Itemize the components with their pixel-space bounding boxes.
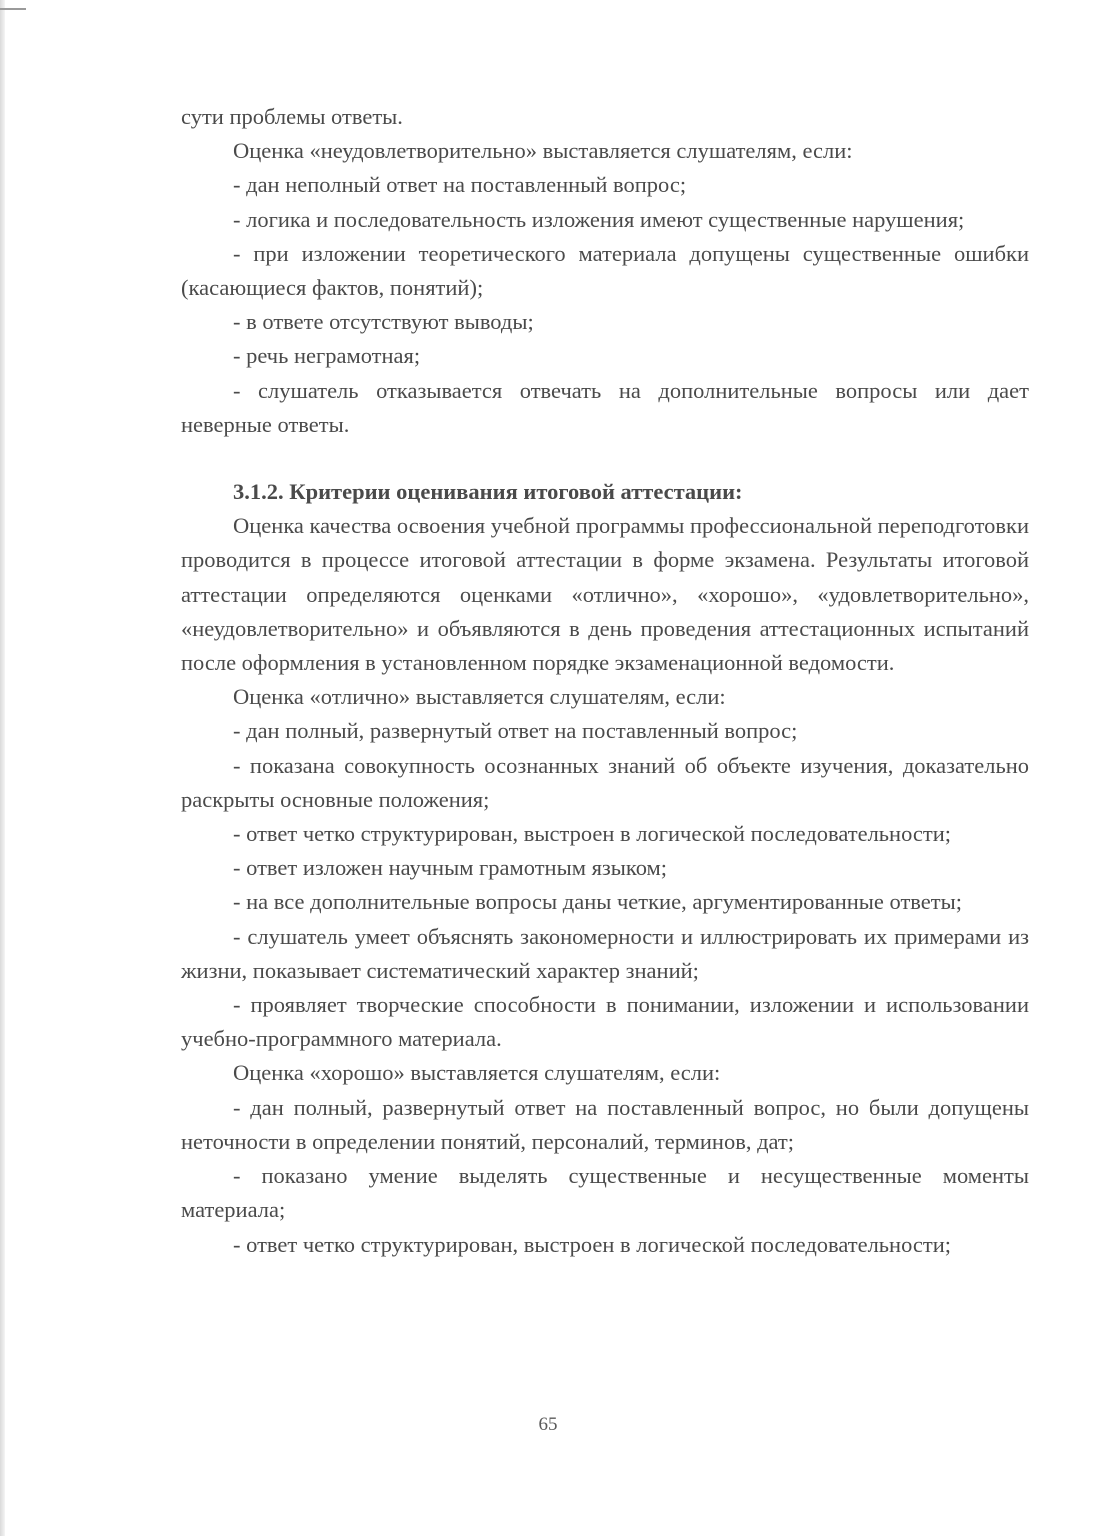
list-item: - слушатель умеет объяснять закономерности и иллюстрировать их примерами из жизни, показывает систематический характер знаний;	[181, 923, 1029, 983]
paragraph: сути проблемы ответы.	[181, 104, 403, 129]
list-item: - при изложении теоретического материала допущены существенные ошибки (касающиеся фактов, понятий);	[181, 240, 1029, 301]
list-item: - речь неграмотная;	[233, 343, 421, 369]
page-number: 65	[538, 1414, 558, 1435]
list-item: - дан полный, развернутый ответ на поставленный вопрос, но были допущены неточности в определении понятий, персоналий, терминов, дат;	[181, 1094, 1029, 1154]
list-item: - проявляет творческие способности в понимании, изложении и использовании учебно-программного материала.	[181, 992, 1029, 1052]
list-item: - на все дополнительные вопросы даны четкие, аргументированные ответы;	[233, 889, 962, 915]
list-item: - ответ четко структурирован, выстроен в логической последовательности;	[233, 821, 952, 847]
section-spacer	[181, 442, 1029, 475]
page-edge	[0, 0, 5, 1536]
list-item: - дан полный, развернутый ответ на поставленный вопрос;	[233, 718, 798, 744]
paragraph: Оценка «хорошо» выставляется слушателям, если:	[233, 1060, 721, 1086]
list-item: - ответ четко структурирован, выстроен в логической последовательности;	[233, 1231, 952, 1257]
list-item: - показана совокупность осознанных знаний об объекте изучения, доказательно раскрыты основные положения;	[181, 752, 1029, 812]
list-item: - показано умение выделять существенные и несущественные моменты материала;	[181, 1163, 1029, 1223]
paragraph: Оценка «отлично» выставляется слушателям, если:	[233, 684, 726, 710]
document-body	[181, 100, 1029, 1262]
scan-corner-mark	[0, 8, 26, 10]
section-heading: 3.1.2. Критерии оценивания итоговой аттестации:	[233, 479, 743, 505]
list-item: - логика и последовательность изложения имеют существенные нарушения;	[233, 206, 965, 232]
list-item: - ответ изложен научным грамотным языком;	[233, 855, 668, 881]
list-item: - слушатель отказывается отвечать на дополнительные вопросы или дает неверные ответы.	[181, 377, 1029, 437]
paragraph: Оценка «неудовлетворительно» выставляется слушателям, если:	[233, 138, 853, 164]
paragraph: Оценка качества освоения учебной программы профессиональной переподготовки проводится в процессе итоговой аттестации в форме экзамена. Результаты итоговой аттестации определяются оценками «отлично», «хорошо», «удовлетворительно», «неудовлетворительно» и объявляются в день проведения аттестационных испытаний после оформления в установленном порядке экзаменационной ведомости.	[181, 513, 1029, 676]
list-item: - дан неполный ответ на поставленный вопрос;	[233, 172, 687, 198]
list-item: - в ответе отсутствуют выводы;	[233, 309, 534, 335]
